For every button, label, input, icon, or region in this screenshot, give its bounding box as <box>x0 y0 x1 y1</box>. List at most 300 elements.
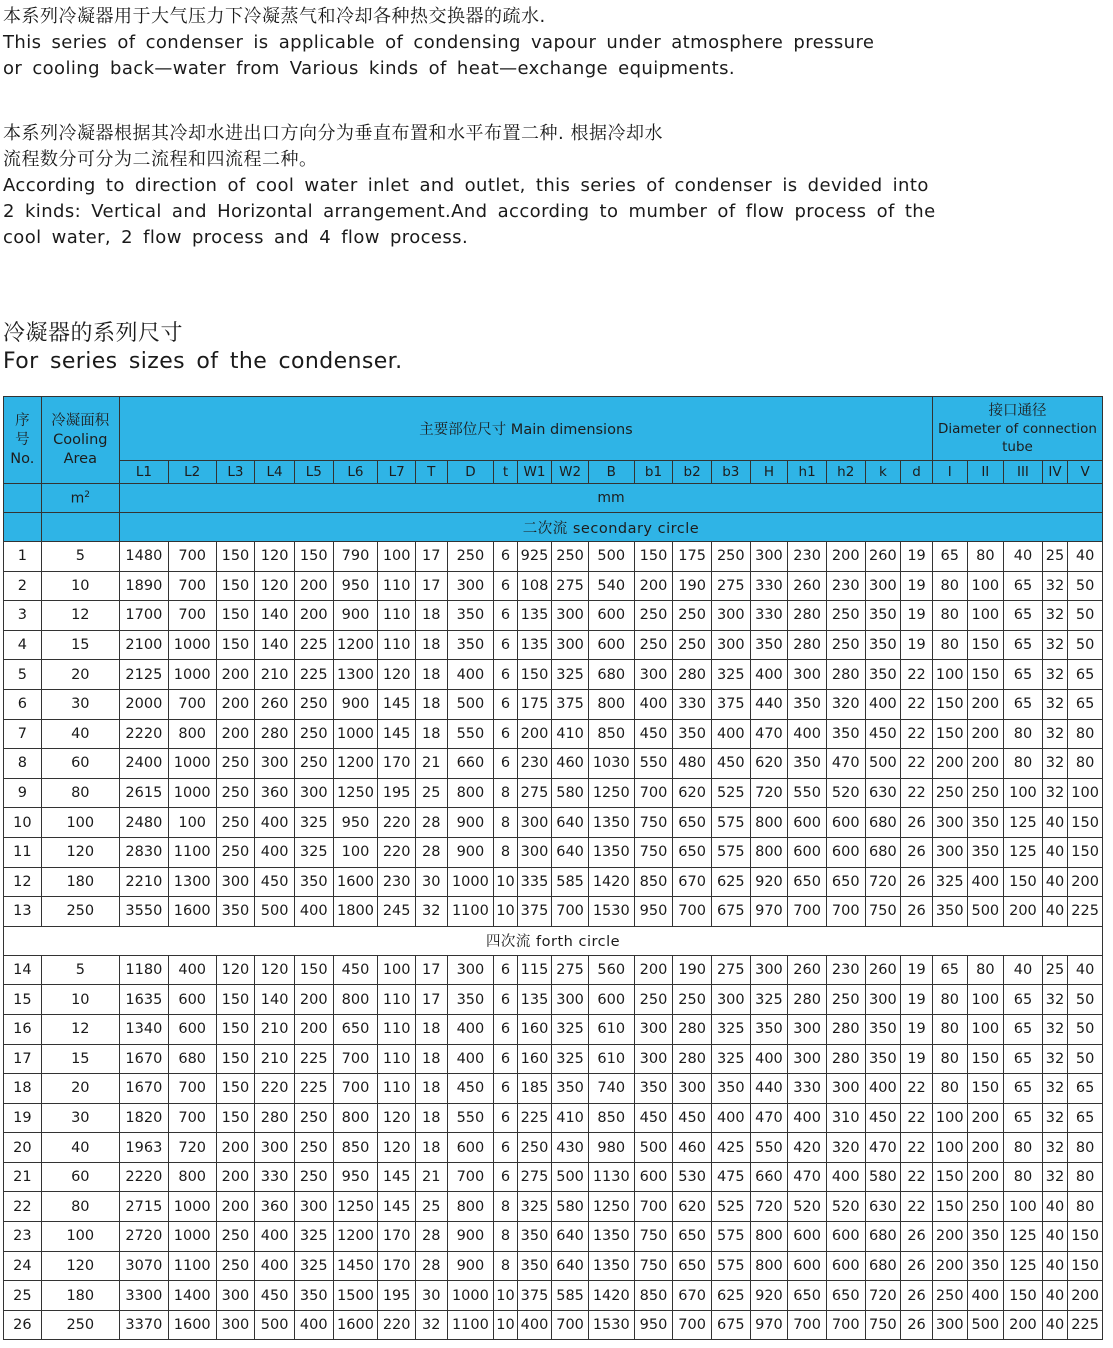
table-cell: 360 <box>255 1192 295 1222</box>
table-cell: 6 <box>494 1014 517 1044</box>
table-cell: 135 <box>517 985 552 1015</box>
section-label-secondary: 二次流 secondary circle <box>119 513 1102 542</box>
table-row <box>4 601 1103 631</box>
table-cell: 50 <box>1068 985 1103 1015</box>
table-cell: 110 <box>378 1074 416 1104</box>
table-cell: 20 <box>41 1074 119 1104</box>
header-area-en1: Cooling <box>53 431 108 448</box>
table-cell: 500 <box>255 1310 295 1340</box>
table-cell: 720 <box>865 867 901 897</box>
table-cell: 100 <box>967 601 1004 631</box>
table-cell: 28 <box>415 837 447 867</box>
table-cell: 740 <box>588 1074 634 1104</box>
table-cell: 400 <box>826 1162 865 1192</box>
table-cell: 1250 <box>333 1192 378 1222</box>
table-cell: 15 <box>41 630 119 660</box>
table-cell: 620 <box>673 1192 712 1222</box>
table-cell: 700 <box>634 778 673 808</box>
table-cell: 1350 <box>588 1222 634 1252</box>
table-cell: 430 <box>552 1133 589 1163</box>
table-cell: 28 <box>415 1251 447 1281</box>
table-cell: 145 <box>378 1192 416 1222</box>
table-cell: 120 <box>41 1251 119 1281</box>
table-cell: 260 <box>865 955 901 985</box>
table-cell: 150 <box>216 571 255 601</box>
table-cell: 2 <box>4 571 42 601</box>
table-cell: 230 <box>517 749 552 779</box>
table-cell: 450 <box>333 955 378 985</box>
table-cell: 108 <box>517 571 552 601</box>
table-cell: 1130 <box>588 1162 634 1192</box>
table-cell: 40 <box>1042 1281 1067 1311</box>
table-cell: 350 <box>967 808 1004 838</box>
col-header-w1: W1 <box>517 461 552 484</box>
col-header-l1: L1 <box>119 461 168 484</box>
table-cell: 170 <box>378 1222 416 1252</box>
table-row <box>4 1222 1103 1252</box>
table-cell: 19 <box>901 630 933 660</box>
table-cell: 470 <box>865 1133 901 1163</box>
table-cell: 1800 <box>333 897 378 927</box>
table-cell: 280 <box>788 630 827 660</box>
table-cell: 300 <box>634 1014 673 1044</box>
table-cell: 1500 <box>333 1281 378 1311</box>
table-cell: 700 <box>788 897 827 927</box>
table-row <box>4 1310 1103 1340</box>
table-cell: 650 <box>673 808 712 838</box>
table-cell: 250 <box>517 1133 552 1163</box>
table-cell: 400 <box>750 660 788 690</box>
table-cell: 19 <box>901 1014 933 1044</box>
col-header-b3: b3 <box>711 461 750 484</box>
table-cell: 640 <box>552 837 589 867</box>
table-cell: 200 <box>967 749 1004 779</box>
table-cell: 300 <box>826 1074 865 1104</box>
section-row-forth <box>4 926 1103 955</box>
table-cell: 650 <box>333 1014 378 1044</box>
table-cell: 350 <box>865 601 901 631</box>
table-cell: 350 <box>967 1222 1004 1252</box>
table-cell: 720 <box>865 1281 901 1311</box>
table-cell: 950 <box>333 571 378 601</box>
table-cell: 525 <box>711 778 750 808</box>
table-cell: 350 <box>865 1044 901 1074</box>
table-cell: 1300 <box>333 660 378 690</box>
table-cell: 660 <box>447 749 494 779</box>
table-cell: 18 <box>415 1044 447 1074</box>
table-cell: 100 <box>168 808 216 838</box>
table-cell: 19 <box>901 571 933 601</box>
table-cell: 32 <box>1042 571 1067 601</box>
table-cell: 1100 <box>447 897 494 927</box>
table-cell: 900 <box>447 808 494 838</box>
table-cell: 350 <box>711 1074 750 1104</box>
table-cell: 1000 <box>168 778 216 808</box>
table-cell: 6 <box>494 1162 517 1192</box>
table-cell: 250 <box>294 689 333 719</box>
table-cell: 2615 <box>119 778 168 808</box>
table-cell: 17 <box>4 1044 42 1074</box>
table-cell: 200 <box>1068 1281 1103 1311</box>
table-cell: 5 <box>4 660 42 690</box>
table-cell: 40 <box>1042 1310 1067 1340</box>
table-cell: 225 <box>1068 897 1103 927</box>
table-cell: 500 <box>255 897 295 927</box>
table-cell: 150 <box>517 660 552 690</box>
table-cell: 250 <box>711 542 750 572</box>
table-cell: 150 <box>967 1044 1004 1074</box>
table-cell: 1700 <box>119 601 168 631</box>
table-cell: 150 <box>1004 867 1043 897</box>
table-cell: 700 <box>168 689 216 719</box>
table-cell: 200 <box>634 955 673 985</box>
header-area-zh: 冷凝面积 <box>51 412 110 429</box>
table-cell: 3300 <box>119 1281 168 1311</box>
table-cell: 700 <box>168 601 216 631</box>
table-cell: 6 <box>494 601 517 631</box>
table-cell: 300 <box>255 749 295 779</box>
table-cell: 17 <box>415 955 447 985</box>
table-cell: 8 <box>494 1251 517 1281</box>
table-cell: 350 <box>750 630 788 660</box>
table-cell: 8 <box>494 837 517 867</box>
table-cell: 325 <box>294 1251 333 1281</box>
table-cell: 450 <box>447 1074 494 1104</box>
table-cell: 80 <box>932 985 967 1015</box>
table-cell: 4 <box>4 630 42 660</box>
table-cell: 26 <box>901 867 933 897</box>
table-cell: 220 <box>255 1074 295 1104</box>
table-cell: 6 <box>494 542 517 572</box>
table-cell: 230 <box>826 955 865 985</box>
table-cell: 200 <box>1004 897 1043 927</box>
table-cell: 225 <box>294 1044 333 1074</box>
section-heading <box>3 320 1103 376</box>
table-row <box>4 867 1103 897</box>
table-cell: 1670 <box>119 1074 168 1104</box>
table-cell: 22 <box>901 1103 933 1133</box>
table-cell: 80 <box>41 778 119 808</box>
table-cell: 170 <box>378 1251 416 1281</box>
table-cell: 120 <box>216 955 255 985</box>
table-cell: 180 <box>41 1281 119 1311</box>
table-cell: 400 <box>788 1103 827 1133</box>
table-cell: 280 <box>673 660 712 690</box>
table-cell: 700 <box>826 897 865 927</box>
table-cell: 350 <box>447 630 494 660</box>
table-cell: 110 <box>378 985 416 1015</box>
section-row-secondary <box>4 513 1103 542</box>
table-cell: 65 <box>1068 660 1103 690</box>
table-cell: 32 <box>1042 1133 1067 1163</box>
table-cell: 350 <box>216 897 255 927</box>
table-cell: 22 <box>901 778 933 808</box>
table-cell: 50 <box>1068 601 1103 631</box>
table-cell: 750 <box>865 1310 901 1340</box>
table-cell: 60 <box>41 1162 119 1192</box>
table-cell: 325 <box>711 1044 750 1074</box>
table-cell: 335 <box>517 867 552 897</box>
table-cell: 800 <box>447 778 494 808</box>
table-cell: 6 <box>494 1133 517 1163</box>
table-cell: 40 <box>1068 955 1103 985</box>
table-cell: 400 <box>255 1251 295 1281</box>
table-cell: 300 <box>750 542 788 572</box>
table-cell: 28 <box>415 808 447 838</box>
table-cell: 6 <box>494 660 517 690</box>
table-cell: 350 <box>932 897 967 927</box>
table-cell: 50 <box>1068 1014 1103 1044</box>
table-cell: 200 <box>1004 1310 1043 1340</box>
table-cell: 400 <box>168 955 216 985</box>
table-cell: 250 <box>294 1133 333 1163</box>
unit-mm: mm <box>119 484 1102 513</box>
table-cell: 650 <box>673 837 712 867</box>
table-cell: 470 <box>750 719 788 749</box>
table-cell: 400 <box>788 719 827 749</box>
table-cell: 32 <box>1042 630 1067 660</box>
table-cell: 8 <box>494 1222 517 1252</box>
table-cell: 1100 <box>447 1310 494 1340</box>
table-cell: 1250 <box>333 778 378 808</box>
table-cell: 280 <box>255 1103 295 1133</box>
table-cell: 850 <box>634 1281 673 1311</box>
col-header-b2: b2 <box>673 461 712 484</box>
table-cell: 30 <box>41 1103 119 1133</box>
table-cell: 400 <box>865 1074 901 1104</box>
table-cell: 1000 <box>333 719 378 749</box>
table-cell: 190 <box>673 571 712 601</box>
table-cell: 600 <box>826 808 865 838</box>
table-cell: 1340 <box>119 1014 168 1044</box>
table-cell: 300 <box>932 837 967 867</box>
table-cell: 10 <box>494 897 517 927</box>
table-cell: 300 <box>788 1044 827 1074</box>
table-cell: 6 <box>494 955 517 985</box>
table-cell: 20 <box>4 1133 42 1163</box>
table-cell: 575 <box>711 1222 750 1252</box>
table-row <box>4 1192 1103 1222</box>
table-cell: 600 <box>168 1014 216 1044</box>
table-cell: 450 <box>634 1103 673 1133</box>
table-cell: 1530 <box>588 1310 634 1340</box>
table-cell: 145 <box>378 719 416 749</box>
table-cell: 300 <box>552 985 589 1015</box>
table-cell: 675 <box>711 1310 750 1340</box>
table-cell: 140 <box>255 985 295 1015</box>
header-area <box>41 397 119 484</box>
table-cell: 65 <box>1004 1074 1043 1104</box>
table-cell: 300 <box>517 808 552 838</box>
table-cell: 220 <box>378 837 416 867</box>
table-cell: 10 <box>494 867 517 897</box>
unit-area: m <box>70 490 85 507</box>
table-cell: 300 <box>932 1310 967 1340</box>
col-header-l2: L2 <box>168 461 216 484</box>
table-cell: 18 <box>415 601 447 631</box>
table-cell: 120 <box>378 660 416 690</box>
table-cell: 300 <box>711 601 750 631</box>
table-cell: 320 <box>826 689 865 719</box>
section-label-forth: 四次流 forth circle <box>4 926 1103 955</box>
table-cell: 350 <box>517 1251 552 1281</box>
table-row <box>4 542 1103 572</box>
table-cell: 420 <box>788 1133 827 1163</box>
table-cell: 7 <box>4 719 42 749</box>
table-cell: 575 <box>711 808 750 838</box>
table-cell: 1200 <box>333 630 378 660</box>
table-cell: 360 <box>255 778 295 808</box>
table-cell: 400 <box>634 689 673 719</box>
table-cell: 16 <box>4 1014 42 1044</box>
table-cell: 18 <box>415 630 447 660</box>
table-cell: 17 <box>415 542 447 572</box>
table-cell: 650 <box>673 1222 712 1252</box>
table-cell: 100 <box>1068 778 1103 808</box>
section-empty-1 <box>4 513 42 542</box>
table-cell: 625 <box>711 1281 750 1311</box>
table-cell: 100 <box>1004 1192 1043 1222</box>
table-cell: 350 <box>826 719 865 749</box>
table-cell: 700 <box>673 1310 712 1340</box>
table-cell: 640 <box>552 1251 589 1281</box>
table-cell: 400 <box>447 660 494 690</box>
intro-paragraph-1 <box>3 4 1103 82</box>
table-cell: 310 <box>826 1103 865 1133</box>
table-cell: 300 <box>634 660 673 690</box>
table-cell: 8 <box>494 1192 517 1222</box>
table-cell: 920 <box>750 867 788 897</box>
col-header-v: V <box>1068 461 1103 484</box>
table-cell: 640 <box>552 1222 589 1252</box>
table-cell: 150 <box>216 1074 255 1104</box>
table-cell: 980 <box>588 1133 634 1163</box>
header-row-units <box>4 484 1103 513</box>
table-row <box>4 689 1103 719</box>
table-cell: 1000 <box>168 1192 216 1222</box>
table-cell: 325 <box>750 985 788 1015</box>
table-cell: 22 <box>901 749 933 779</box>
intro-en-2a: According to direction of cool water inlet and outlet, this series of condenser is devided into <box>3 175 929 196</box>
table-cell: 60 <box>41 749 119 779</box>
table-cell: 400 <box>711 719 750 749</box>
table-cell: 585 <box>552 1281 589 1311</box>
table-cell: 32 <box>1042 1044 1067 1074</box>
table-cell: 26 <box>901 1281 933 1311</box>
table-cell: 200 <box>967 1162 1004 1192</box>
table-cell: 24 <box>4 1251 42 1281</box>
table-cell: 15 <box>4 985 42 1015</box>
table-cell: 300 <box>788 1014 827 1044</box>
table-cell: 2715 <box>119 1192 168 1222</box>
table-cell: 20 <box>41 660 119 690</box>
table-cell: 300 <box>750 955 788 985</box>
table-cell: 600 <box>168 985 216 1015</box>
table-cell: 100 <box>932 1133 967 1163</box>
table-cell: 1635 <box>119 985 168 1015</box>
table-cell: 40 <box>1042 1222 1067 1252</box>
table-cell: 300 <box>216 867 255 897</box>
table-cell: 500 <box>552 1162 589 1192</box>
table-cell: 1480 <box>119 542 168 572</box>
table-cell: 200 <box>216 719 255 749</box>
table-cell: 750 <box>634 837 673 867</box>
header-dia-en1: Diameter of connection <box>937 420 1097 437</box>
table-cell: 920 <box>750 1281 788 1311</box>
table-cell: 1000 <box>447 867 494 897</box>
table-cell: 6 <box>494 571 517 601</box>
table-cell: 200 <box>216 689 255 719</box>
table-cell: 350 <box>447 601 494 631</box>
table-cell: 8 <box>4 749 42 779</box>
table-cell: 300 <box>216 1310 255 1340</box>
table-cell: 850 <box>333 1133 378 1163</box>
intro-zh-2b: 流程数分可分为二流程和四流程二种。 <box>3 149 318 170</box>
table-cell: 80 <box>1068 1133 1103 1163</box>
table-cell: 450 <box>711 749 750 779</box>
table-cell: 120 <box>378 1103 416 1133</box>
table-cell: 1530 <box>588 897 634 927</box>
table-cell: 700 <box>552 897 589 927</box>
table-cell: 250 <box>216 837 255 867</box>
table-cell: 670 <box>673 867 712 897</box>
table-cell: 18 <box>415 1103 447 1133</box>
col-header-d: D <box>447 461 494 484</box>
table-cell: 150 <box>932 1162 967 1192</box>
table-cell: 560 <box>588 955 634 985</box>
col-header-b: B <box>588 461 634 484</box>
table-cell: 2000 <box>119 689 168 719</box>
table-cell: 620 <box>750 749 788 779</box>
table-cell: 550 <box>750 1133 788 1163</box>
table-cell: 26 <box>901 808 933 838</box>
table-cell: 750 <box>865 897 901 927</box>
table-cell: 26 <box>4 1310 42 1340</box>
table-cell: 200 <box>967 719 1004 749</box>
table-cell: 200 <box>294 985 333 1015</box>
table-cell: 6 <box>494 689 517 719</box>
table-cell: 550 <box>447 719 494 749</box>
table-cell: 25 <box>1042 542 1067 572</box>
table-cell: 40 <box>41 719 119 749</box>
table-cell: 30 <box>41 689 119 719</box>
table-cell: 800 <box>750 808 788 838</box>
table-cell: 700 <box>333 1044 378 1074</box>
col-header-l7: L7 <box>378 461 416 484</box>
table-cell: 280 <box>826 660 865 690</box>
table-cell: 1000 <box>168 660 216 690</box>
table-cell: 800 <box>750 1251 788 1281</box>
table-cell: 640 <box>552 808 589 838</box>
table-cell: 250 <box>673 985 712 1015</box>
header-row-columns <box>4 461 1103 484</box>
table-cell: 350 <box>447 985 494 1015</box>
section-empty-2 <box>41 513 119 542</box>
table-cell: 250 <box>216 808 255 838</box>
table-cell: 750 <box>634 808 673 838</box>
table-cell: 80 <box>932 571 967 601</box>
table-cell: 250 <box>967 1192 1004 1222</box>
table-cell: 625 <box>711 867 750 897</box>
table-cell: 900 <box>333 601 378 631</box>
table-cell: 400 <box>967 1281 1004 1311</box>
col-header-i: I <box>932 461 967 484</box>
table-cell: 100 <box>932 660 967 690</box>
table-cell: 150 <box>1068 1222 1103 1252</box>
table-cell: 220 <box>378 808 416 838</box>
table-cell: 10 <box>4 808 42 838</box>
table-cell: 375 <box>552 689 589 719</box>
